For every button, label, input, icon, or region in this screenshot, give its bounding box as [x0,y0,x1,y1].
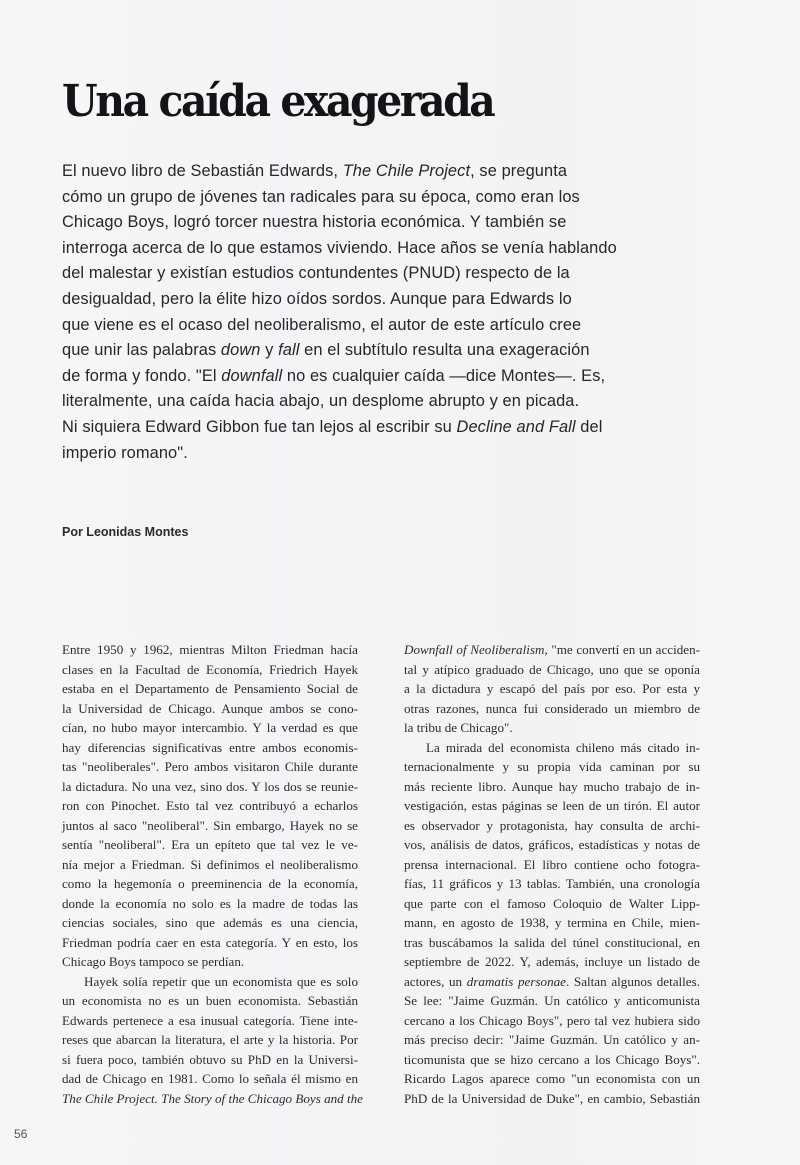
text-run: donde la economía no solo es la madre de todas las [62,895,358,911]
text-run: dad de Chicago en 1981. Como lo señala él mismo en [62,1071,358,1086]
text-line [62,952,358,972]
text-run: actores, un [404,973,467,989]
text-line [62,757,358,777]
text-run: otras razones, nunca fui considerado un miembro de [404,700,700,716]
text-run: nía mejor a Friedman. Si definimos el neoliberalismo [62,856,358,872]
text-run: Edwards pertenece a esa inusual categoría. Tiene inte- [62,1012,358,1028]
text-line [62,933,358,953]
text-run: Se lee: "Jaime Guzmán. Un católico y anticomunista [404,993,700,1008]
text-line [62,835,358,855]
text-run: juntos al saco "neoliberal". Sin embargo, Hayek no se [62,817,358,833]
text-run: que unir las palabras [62,341,221,360]
text-line [62,699,358,719]
text-line [62,816,358,836]
article-title: Una caída exagerada [62,76,494,127]
text-run: , "me convertí en un acciden- [544,642,700,657]
italic-text: Downfall of Neoliberalism [404,642,545,657]
body-paragraph [404,738,700,1109]
text-run: tras buscábamos la salida del túnel constitucional, en [404,934,700,950]
body-paragraph [62,640,358,972]
text-line [404,816,700,836]
italic-text: The Chile Project. The Story of the Chicago Boys and the [62,1090,363,1106]
article-lede [62,159,732,466]
text-run: a la dictadura y escapó del país por eso. Por esta y [404,681,700,696]
text-run: desigualdad, pero la élite hizo oídos sordos. Aunque para Edwards lo [62,289,572,308]
text-run: cían, no hubo mayor intercambio. Y la verdad es que [62,720,358,735]
body-paragraph [404,640,700,738]
text-run: cómo un grupo de jóvenes tan radicales para su época, como eran los [62,187,580,206]
italic-text: Decline and Fall [456,417,576,436]
text-line [62,738,358,758]
text-line [404,972,700,992]
italic-text: The Chile Project [342,162,471,180]
text-line [62,855,358,875]
text-line [404,1089,700,1109]
lede-line [62,236,732,262]
text-run: Ricardo Lagos aparece como "un economista con un [404,1071,700,1086]
text-run: tas "neoliberales". Pero ambos visitaron Chile durante [62,759,358,774]
text-line [62,1030,358,1050]
italic-text: fall [278,341,300,360]
text-line [62,679,358,699]
text-line [404,913,700,933]
text-run: hay diferencias significativas entre ambos economis- [62,739,358,755]
lede-line [62,389,732,415]
text-run: ticomunista que se hizo cercano a los Chicago Boys". [404,1051,700,1067]
byline: Por Leonidas Montes [62,525,189,539]
text-run: un economista no es un buen economista. Sebastián [62,993,358,1008]
text-run: la tribu de Chicago". [404,720,513,735]
text-line [404,991,700,1011]
text-run: Ni siquiera Edward Gibbon fue tan lejos al escribir su [62,417,457,436]
text-run: tal y atípico graduado de Chicago, uno que se oponía [404,661,700,677]
text-line [404,855,700,875]
lede-line [62,159,732,185]
lede-line [62,287,732,313]
text-line [404,660,700,680]
body-paragraph [62,972,363,1109]
text-run: ron con Pinochet. Esto tal vez contribuyó a echarlos [62,798,358,813]
text-run: Entre 1950 y 1962, mientras Milton Friedman hacía [62,642,358,657]
text-line [62,718,358,738]
text-run: vos, análisis de datos, gráficos, estadísticas y notas de [404,837,700,852]
text-run: literalmente, una caída hacia abajo, un desplome abrupto y en picada. [62,392,580,411]
lede-line [62,261,732,287]
lede-line [62,364,732,390]
text-run: La mirada del economista chileno más citado in- [426,739,700,755]
text-run: la Universidad de Chicago. Aunque ambos se cono- [62,700,358,716]
lede-line [62,415,732,441]
text-line [404,699,700,719]
text-run: que viene es el ocaso del neoliberalismo, el autor de este artículo cree [62,315,582,334]
lede-line [62,441,732,467]
text-run: no es cualquier caída —dice Montes—. Es, [282,366,606,385]
text-run: Chicago Boys, logró torcer nuestra historia económica. Y también se [62,213,567,232]
text-line [62,1069,358,1089]
text-line [62,1089,363,1109]
text-line [404,933,700,953]
text-run: interroga acerca de lo que estamos viviendo. Hace años se venía hablando [62,238,617,257]
text-run: más reciente libro. Aunque hay mucho trabajo de in- [404,778,700,794]
text-run: cercano a los Chicago Boys", pero tal vez hubiera sido [404,1012,700,1028]
text-line [404,738,700,758]
text-run: Friedman podría caer en esta categoría. Y en esto, los [62,934,358,950]
text-run: si fuera poco, también obtuvo su PhD en la Universi- [62,1051,358,1067]
text-run: mann, en agosto de 1938, y termina en Chile, mien- [404,915,700,930]
text-run: sentía "neoliberal". Era un epíteto que tal vez le ve- [62,837,358,852]
text-run: en el subtítulo resulta una exageración [299,341,590,360]
text-line [62,972,358,992]
text-run: del [575,417,603,436]
text-run: reses que abarcan la literatura, el arte y la historia. Por [62,1032,358,1047]
body-column-left [62,640,363,1108]
text-run: septiembre de 2022. Y, además, incluye un listado de [404,954,700,969]
text-run: del malestar y existían estudios contundentes (PNUD) respecto de la [62,264,570,283]
lede-line [62,338,732,364]
text-line [62,1050,358,1070]
text-line [404,777,700,797]
text-line [404,835,700,855]
text-run: ternacionalmente y su propia vida caminan por su [404,759,700,774]
text-line [62,1011,358,1031]
italic-text: downfall [221,366,283,385]
text-line [404,679,700,699]
text-run: , se pregunta [470,162,568,180]
text-line [404,640,700,660]
text-line [404,718,700,738]
text-run: ciencias sociales, sino que además es una ciencia, [62,915,358,930]
text-line [62,991,358,1011]
text-line [404,796,700,816]
text-line [62,796,358,816]
text-line [404,1011,700,1031]
text-run: vestigación, estas páginas se leen de un tirón. El autor [404,798,700,813]
text-run: El nuevo libro de Sebastián Edwards, [62,162,343,180]
text-run: estaba en el Departamento de Pensamiento Social de [62,681,358,696]
text-run: es observador y protagonista, hay consulta de archi- [404,817,700,833]
text-run: como la hegemonía o preeminencia de la economía, [62,876,358,891]
text-line [404,1030,700,1050]
text-run: que parte con el famoso Coloquio de Walter Lipp- [404,895,700,911]
lede-line [62,185,732,211]
text-line [62,660,358,680]
text-line [62,913,358,933]
lede-line [62,313,732,339]
body-column-right [404,640,700,1108]
page-number: 56 [14,1127,28,1141]
italic-text: dramatis personae [466,973,566,989]
text-run: Hayek solía repetir que un economista que es solo [84,973,358,989]
text-line [62,640,358,660]
text-run: . Saltan algunos detalles. [566,973,700,989]
lede-line [62,210,732,236]
text-run: más preciso decir: "Jaime Guzmán. Un católico y an- [404,1032,700,1047]
text-line [404,874,700,894]
text-run: y [260,341,279,360]
text-run: la dictadura. No una vez, sino dos. Y los dos se reunie- [62,778,358,794]
text-line [404,1069,700,1089]
text-run: Chicago Boys tampoco se perdían. [62,954,245,969]
text-run: clases en la Facultad de Economía, Friedrich Hayek [62,661,358,677]
text-run: prensa internacional. El libro contiene ocho fotogra- [404,856,700,872]
text-run: fías, 11 gráficos y 13 tablas. También, una cronología [404,876,700,891]
text-line [404,894,700,914]
text-line [62,777,358,797]
text-run: imperio romano". [62,443,188,462]
text-line [404,1050,700,1070]
text-line [404,757,700,777]
text-line [62,874,358,894]
text-line [62,894,358,914]
italic-text: down [220,341,261,360]
text-run: de forma y fondo. "El [62,366,222,385]
text-line [404,952,700,972]
text-run: PhD de la Universidad de Duke", en cambio, Sebastián [404,1090,700,1106]
